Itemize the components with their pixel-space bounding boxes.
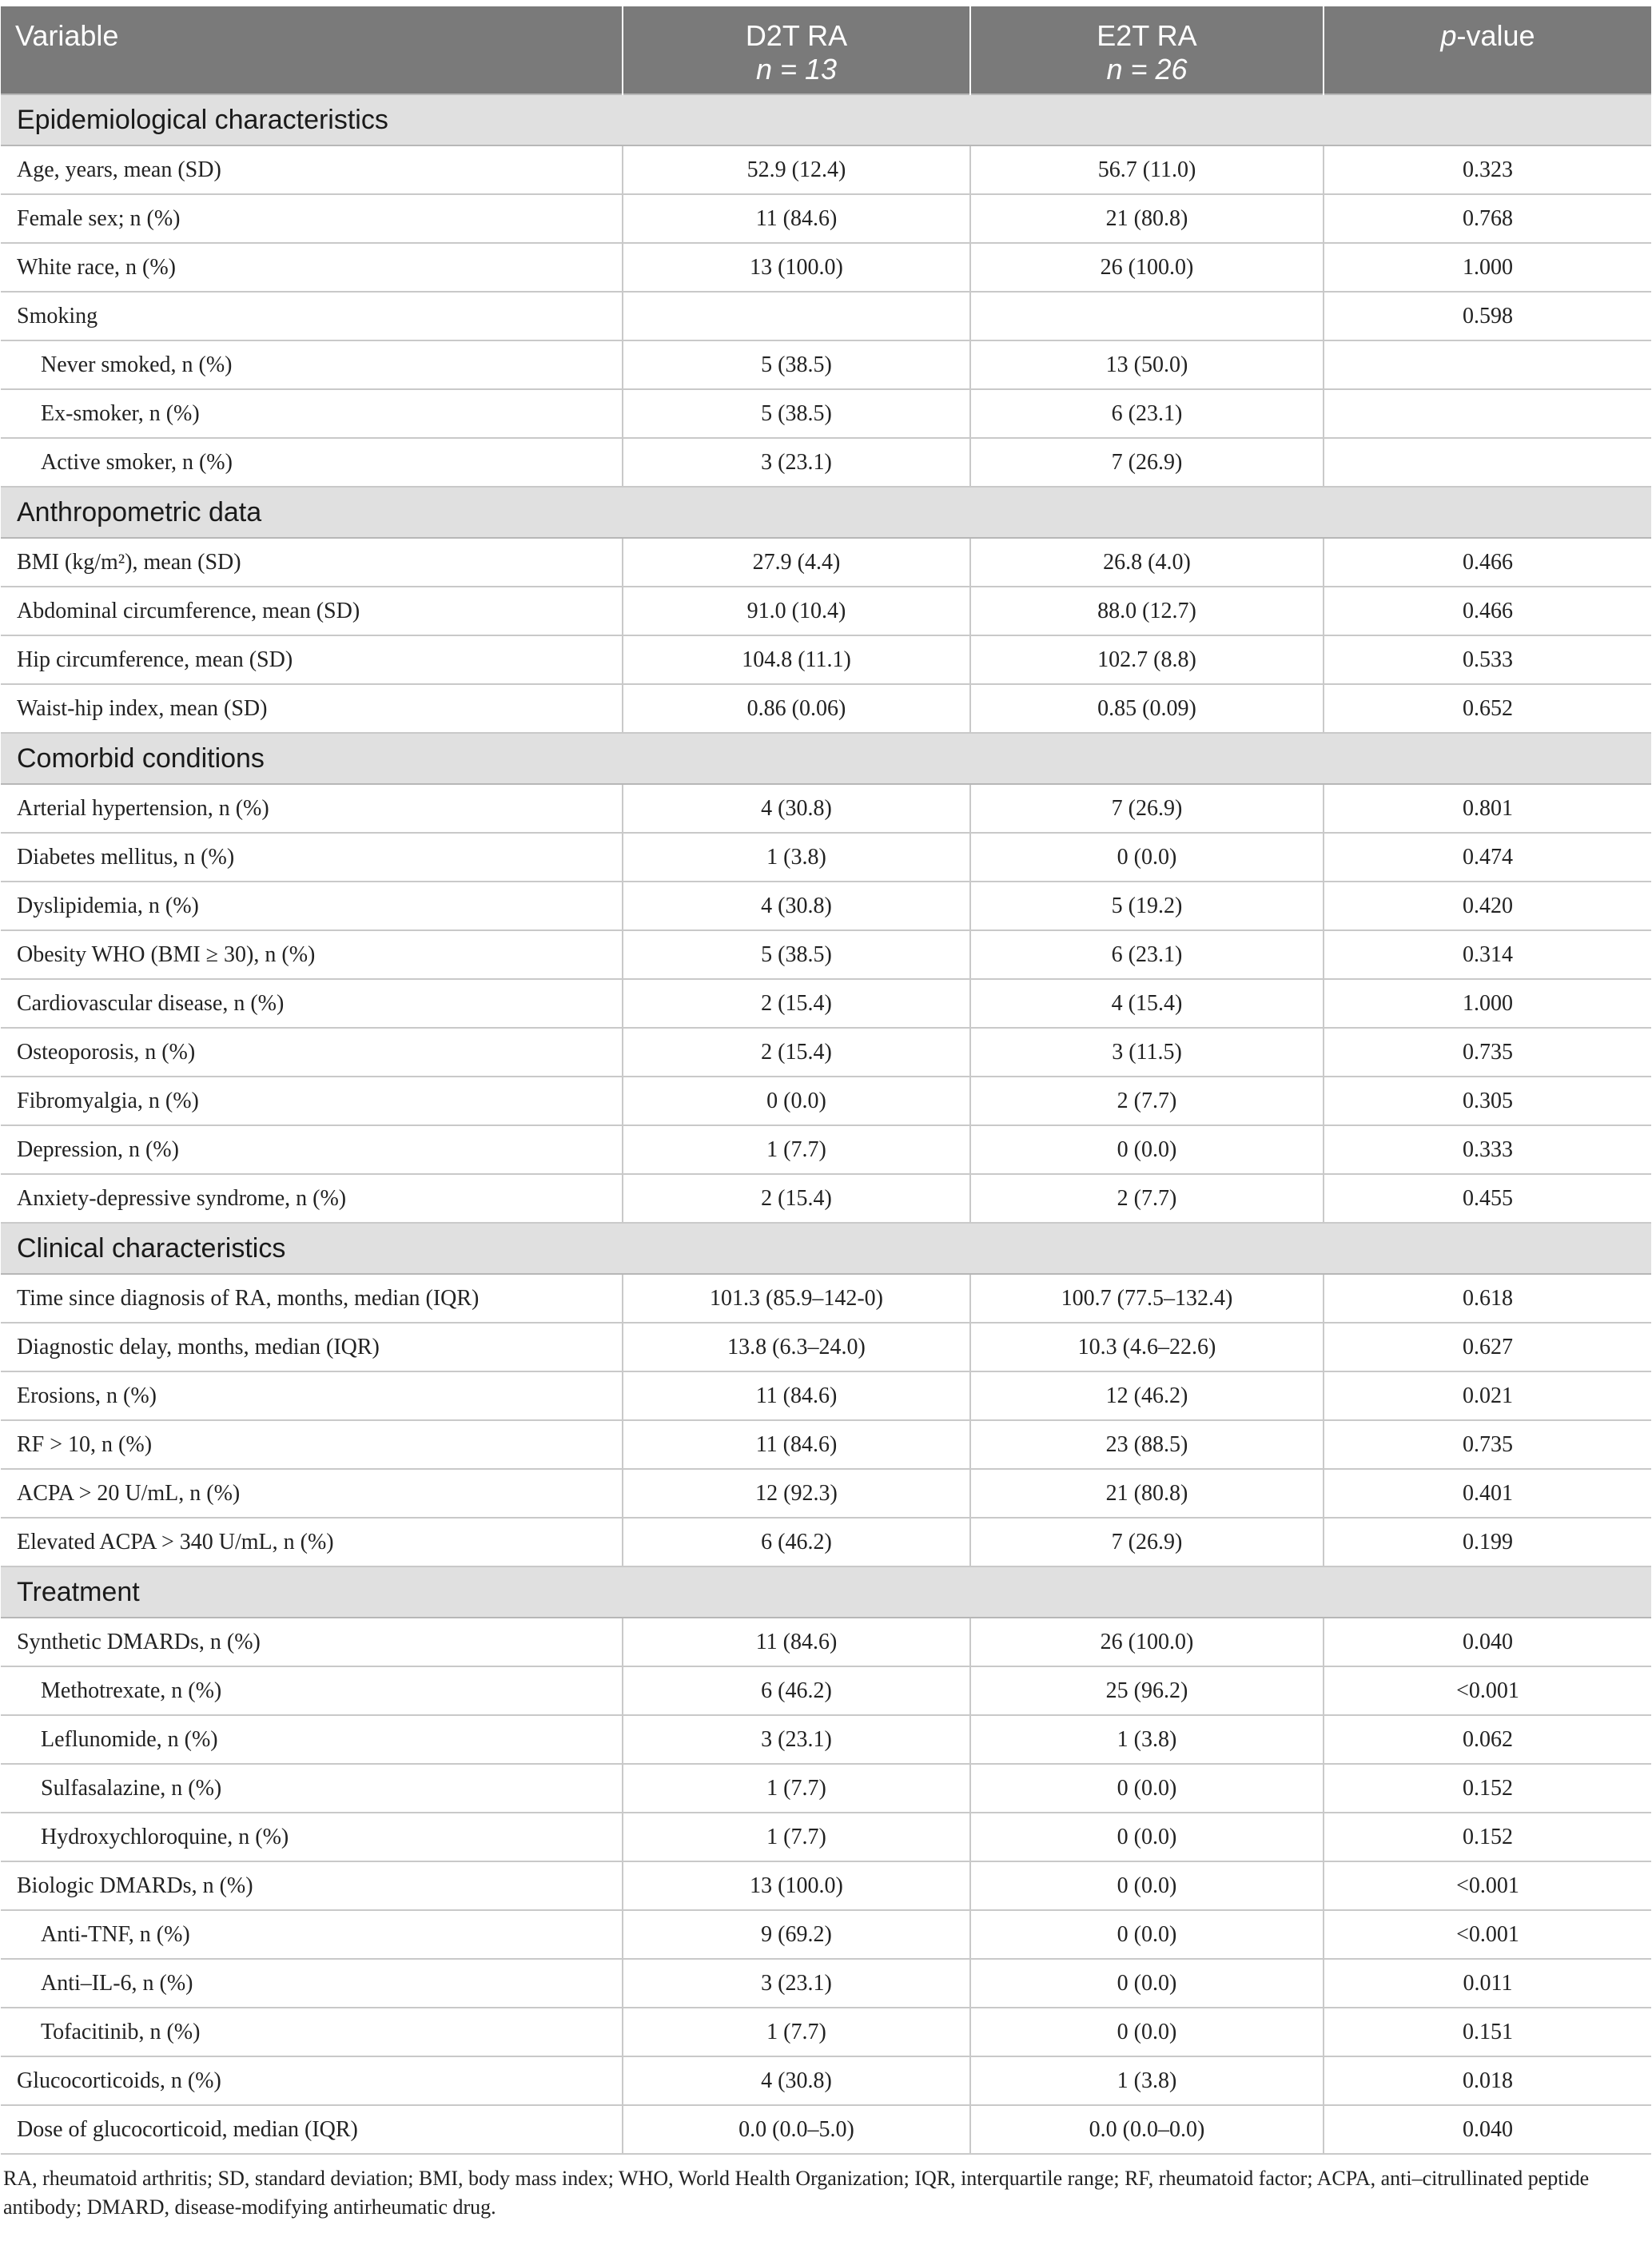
section-header-row [1,1566,1651,1618]
table-row [1,2105,1651,2154]
cell-p-value: <0.001 [1324,1910,1651,1959]
row-label: Anxiety-depressive syndrome, n (%) [1,1174,623,1223]
cell-d2t-ra: 1 (7.7) [623,1813,970,1861]
cell-d2t-ra: 11 (84.6) [623,194,970,243]
table-header [1,6,1651,94]
cell-p-value: 0.011 [1324,1959,1651,2008]
cell-e2t-ra [970,292,1324,340]
row-label: Osteoporosis, n (%) [1,1028,623,1077]
cell-p-value: 0.455 [1324,1174,1651,1223]
table-row [1,1764,1651,1813]
cell-e2t-ra: 100.7 (77.5–132.4) [970,1274,1324,1323]
row-label: Female sex; n (%) [1,194,623,243]
row-label: Obesity WHO (BMI ≥ 30), n (%) [1,930,623,979]
cell-d2t-ra: 2 (15.4) [623,1028,970,1077]
row-label: Diagnostic delay, months, median (IQR) [1,1323,623,1371]
cell-e2t-ra: 7 (26.9) [970,438,1324,487]
row-label: Anti–IL-6, n (%) [1,1959,623,2008]
row-label: Synthetic DMARDs, n (%) [1,1618,623,1666]
cell-p-value: 0.152 [1324,1764,1651,1813]
table-footnote: RA, rheumatoid arthritis; SD, standard deviation; BMI, body mass index; WHO, World Health Organization; IQR, interquartile range; RF, rheumatoid factor; ACPA, anti–citrullinated peptide antibody; DMARD, disease-modifying antirheumatic drug. [3,2167,1590,2219]
cell-d2t-ra: 6 (46.2) [623,1518,970,1566]
cell-e2t-ra: 1 (3.8) [970,2056,1324,2105]
section-title: Epidemiological characteristics [1,94,1651,145]
row-label: Sulfasalazine, n (%) [1,1764,623,1813]
row-label: Methotrexate, n (%) [1,1666,623,1715]
cell-p-value: 0.062 [1324,1715,1651,1764]
cell-p-value: 0.735 [1324,1420,1651,1469]
cell-d2t-ra [623,292,970,340]
cell-d2t-ra: 3 (23.1) [623,1959,970,2008]
header-d2t-n: n = 13 [755,53,838,86]
section-header-row [1,733,1651,784]
cell-d2t-ra: 11 (84.6) [623,1420,970,1469]
section-header-row [1,94,1651,145]
table-row [1,1125,1651,1174]
document-page [0,6,1652,2222]
row-label: Depression, n (%) [1,1125,623,1174]
header-d2t-ra [623,6,970,94]
table-row [1,1518,1651,1566]
cell-d2t-ra: 0.86 (0.06) [623,684,970,733]
section-title: Comorbid conditions [1,733,1651,784]
table-row [1,833,1651,882]
cell-d2t-ra: 6 (46.2) [623,1666,970,1715]
row-label: Leflunomide, n (%) [1,1715,623,1764]
row-label: Hip circumference, mean (SD) [1,635,623,684]
cell-e2t-ra: 0 (0.0) [970,1125,1324,1174]
header-e2t-n: n = 26 [1106,53,1188,86]
row-label: Elevated ACPA > 340 U/mL, n (%) [1,1518,623,1566]
cell-d2t-ra: 5 (38.5) [623,930,970,979]
header-row [1,6,1651,94]
row-label: Abdominal circumference, mean (SD) [1,587,623,635]
table-row [1,538,1651,587]
cell-d2t-ra: 11 (84.6) [623,1618,970,1666]
cell-p-value: 1.000 [1324,243,1651,292]
cell-e2t-ra: 0 (0.0) [970,1813,1324,1861]
cell-e2t-ra: 88.0 (12.7) [970,587,1324,635]
cell-e2t-ra: 26 (100.0) [970,1618,1324,1666]
cell-e2t-ra: 0.85 (0.09) [970,684,1324,733]
cell-e2t-ra: 6 (23.1) [970,930,1324,979]
cell-p-value: 0.151 [1324,2008,1651,2056]
cell-e2t-ra: 56.7 (11.0) [970,145,1324,194]
table-row [1,1861,1651,1910]
cell-e2t-ra: 1 (3.8) [970,1715,1324,1764]
cell-p-value [1324,389,1651,438]
table-row [1,340,1651,389]
row-label: Smoking [1,292,623,340]
cell-e2t-ra: 21 (80.8) [970,1469,1324,1518]
cell-d2t-ra: 5 (38.5) [623,389,970,438]
cell-d2t-ra: 13 (100.0) [623,243,970,292]
table-row [1,882,1651,930]
section-title: Clinical characteristics [1,1223,1651,1274]
table-row [1,1028,1651,1077]
table-row [1,1274,1651,1323]
cell-p-value: 0.018 [1324,2056,1651,2105]
header-p-value [1324,6,1651,94]
header-p-suffix: -value [1456,19,1535,52]
table-row [1,438,1651,487]
cell-e2t-ra: 0 (0.0) [970,1959,1324,2008]
cell-d2t-ra: 12 (92.3) [623,1469,970,1518]
cell-p-value: 0.474 [1324,833,1651,882]
cell-e2t-ra: 7 (26.9) [970,1518,1324,1566]
header-variable: Variable [1,6,623,94]
row-label: BMI (kg/m²), mean (SD) [1,538,623,587]
table-row [1,1469,1651,1518]
cell-p-value: 0.199 [1324,1518,1651,1566]
cell-p-value: 0.021 [1324,1371,1651,1420]
cell-e2t-ra: 13 (50.0) [970,340,1324,389]
table-row [1,1618,1651,1666]
table-row [1,389,1651,438]
cell-e2t-ra: 25 (96.2) [970,1666,1324,1715]
table-row [1,243,1651,292]
cell-e2t-ra: 0.0 (0.0–0.0) [970,2105,1324,2154]
table-row [1,635,1651,684]
cell-e2t-ra: 102.7 (8.8) [970,635,1324,684]
cell-p-value: 0.735 [1324,1028,1651,1077]
row-label: Time since diagnosis of RA, months, median (IQR) [1,1274,623,1323]
cell-d2t-ra: 0 (0.0) [623,1077,970,1125]
cell-e2t-ra: 2 (7.7) [970,1174,1324,1223]
header-d2t-name: D2T RA [745,19,848,52]
cell-p-value: 0.466 [1324,587,1651,635]
row-label: Biologic DMARDs, n (%) [1,1861,623,1910]
cell-e2t-ra: 5 (19.2) [970,882,1324,930]
row-label: Cardiovascular disease, n (%) [1,979,623,1028]
cell-p-value: 0.598 [1324,292,1651,340]
cell-d2t-ra: 4 (30.8) [623,882,970,930]
cell-p-value: 0.618 [1324,1274,1651,1323]
cell-p-value: 0.040 [1324,1618,1651,1666]
cell-p-value: 0.040 [1324,2105,1651,2154]
table-row [1,1323,1651,1371]
cell-e2t-ra: 23 (88.5) [970,1420,1324,1469]
cell-p-value: 0.420 [1324,882,1651,930]
table-row [1,1077,1651,1125]
table-row [1,292,1651,340]
cell-p-value: <0.001 [1324,1666,1651,1715]
cell-d2t-ra: 2 (15.4) [623,979,970,1028]
cell-d2t-ra: 104.8 (11.1) [623,635,970,684]
cell-e2t-ra: 7 (26.9) [970,784,1324,833]
row-label: Dose of glucocorticoid, median (IQR) [1,2105,623,2154]
row-label: Fibromyalgia, n (%) [1,1077,623,1125]
row-label: Never smoked, n (%) [1,340,623,389]
table-row [1,2056,1651,2105]
table-row [1,784,1651,833]
cell-d2t-ra: 2 (15.4) [623,1174,970,1223]
cell-d2t-ra: 3 (23.1) [623,438,970,487]
cell-p-value: 0.152 [1324,1813,1651,1861]
header-p-prefix: p [1440,19,1457,52]
cell-e2t-ra: 21 (80.8) [970,194,1324,243]
characteristics-table [1,6,1651,2155]
cell-d2t-ra: 52.9 (12.4) [623,145,970,194]
cell-d2t-ra: 91.0 (10.4) [623,587,970,635]
cell-p-value: 0.768 [1324,194,1651,243]
row-label: Active smoker, n (%) [1,438,623,487]
row-label: Age, years, mean (SD) [1,145,623,194]
row-label: Hydroxychloroquine, n (%) [1,1813,623,1861]
table-row [1,979,1651,1028]
cell-d2t-ra: 0.0 (0.0–5.0) [623,2105,970,2154]
cell-p-value [1324,340,1651,389]
cell-p-value: 0.627 [1324,1323,1651,1371]
row-label: White race, n (%) [1,243,623,292]
table-row [1,1910,1651,1959]
cell-p-value: 0.401 [1324,1469,1651,1518]
cell-e2t-ra: 3 (11.5) [970,1028,1324,1077]
cell-e2t-ra: 0 (0.0) [970,2008,1324,2056]
cell-d2t-ra: 11 (84.6) [623,1371,970,1420]
row-label: Erosions, n (%) [1,1371,623,1420]
row-label: Dyslipidemia, n (%) [1,882,623,930]
row-label: Waist-hip index, mean (SD) [1,684,623,733]
table-row [1,1420,1651,1469]
row-label: Arterial hypertension, n (%) [1,784,623,833]
row-label: Tofacitinib, n (%) [1,2008,623,2056]
cell-d2t-ra: 3 (23.1) [623,1715,970,1764]
section-header-row [1,1223,1651,1274]
table-row [1,587,1651,635]
cell-p-value: 0.533 [1324,635,1651,684]
row-label: RF > 10, n (%) [1,1420,623,1469]
table-row [1,1813,1651,1861]
cell-p-value: 0.652 [1324,684,1651,733]
cell-d2t-ra: 13 (100.0) [623,1861,970,1910]
cell-p-value: 0.314 [1324,930,1651,979]
section-title: Treatment [1,1566,1651,1618]
cell-d2t-ra: 1 (7.7) [623,2008,970,2056]
cell-e2t-ra: 0 (0.0) [970,1910,1324,1959]
cell-d2t-ra: 4 (30.8) [623,784,970,833]
cell-e2t-ra: 2 (7.7) [970,1077,1324,1125]
cell-p-value: 0.333 [1324,1125,1651,1174]
table-row [1,1715,1651,1764]
cell-d2t-ra: 5 (38.5) [623,340,970,389]
row-label: Anti-TNF, n (%) [1,1910,623,1959]
row-label: ACPA > 20 U/mL, n (%) [1,1469,623,1518]
cell-d2t-ra: 1 (7.7) [623,1125,970,1174]
row-label: Diabetes mellitus, n (%) [1,833,623,882]
row-label: Ex-smoker, n (%) [1,389,623,438]
cell-e2t-ra: 0 (0.0) [970,1764,1324,1813]
table-row [1,684,1651,733]
row-label: Glucocorticoids, n (%) [1,2056,623,2105]
table-row [1,2008,1651,2056]
cell-d2t-ra: 1 (3.8) [623,833,970,882]
cell-p-value [1324,438,1651,487]
cell-e2t-ra: 6 (23.1) [970,389,1324,438]
cell-e2t-ra: 26 (100.0) [970,243,1324,292]
cell-d2t-ra: 4 (30.8) [623,2056,970,2105]
cell-e2t-ra: 0 (0.0) [970,833,1324,882]
cell-d2t-ra: 9 (69.2) [623,1910,970,1959]
cell-d2t-ra: 27.9 (4.4) [623,538,970,587]
header-e2t-name: E2T RA [1097,19,1197,52]
cell-p-value: 0.466 [1324,538,1651,587]
cell-e2t-ra: 12 (46.2) [970,1371,1324,1420]
table-row [1,145,1651,194]
cell-d2t-ra: 101.3 (85.9–142-0) [623,1274,970,1323]
section-title: Anthropometric data [1,487,1651,538]
table-row [1,1371,1651,1420]
cell-d2t-ra: 1 (7.7) [623,1764,970,1813]
table-row [1,930,1651,979]
cell-e2t-ra: 0 (0.0) [970,1861,1324,1910]
header-e2t-ra [970,6,1324,94]
cell-p-value: 0.323 [1324,145,1651,194]
cell-d2t-ra: 13.8 (6.3–24.0) [623,1323,970,1371]
table-row [1,1174,1651,1223]
cell-e2t-ra: 10.3 (4.6–22.6) [970,1323,1324,1371]
cell-p-value: <0.001 [1324,1861,1651,1910]
cell-p-value: 0.305 [1324,1077,1651,1125]
table-row [1,1666,1651,1715]
table-body [1,94,1651,2154]
section-header-row [1,487,1651,538]
cell-p-value: 1.000 [1324,979,1651,1028]
table-row [1,194,1651,243]
cell-p-value: 0.801 [1324,784,1651,833]
cell-e2t-ra: 4 (15.4) [970,979,1324,1028]
table-row [1,1959,1651,2008]
cell-e2t-ra: 26.8 (4.0) [970,538,1324,587]
